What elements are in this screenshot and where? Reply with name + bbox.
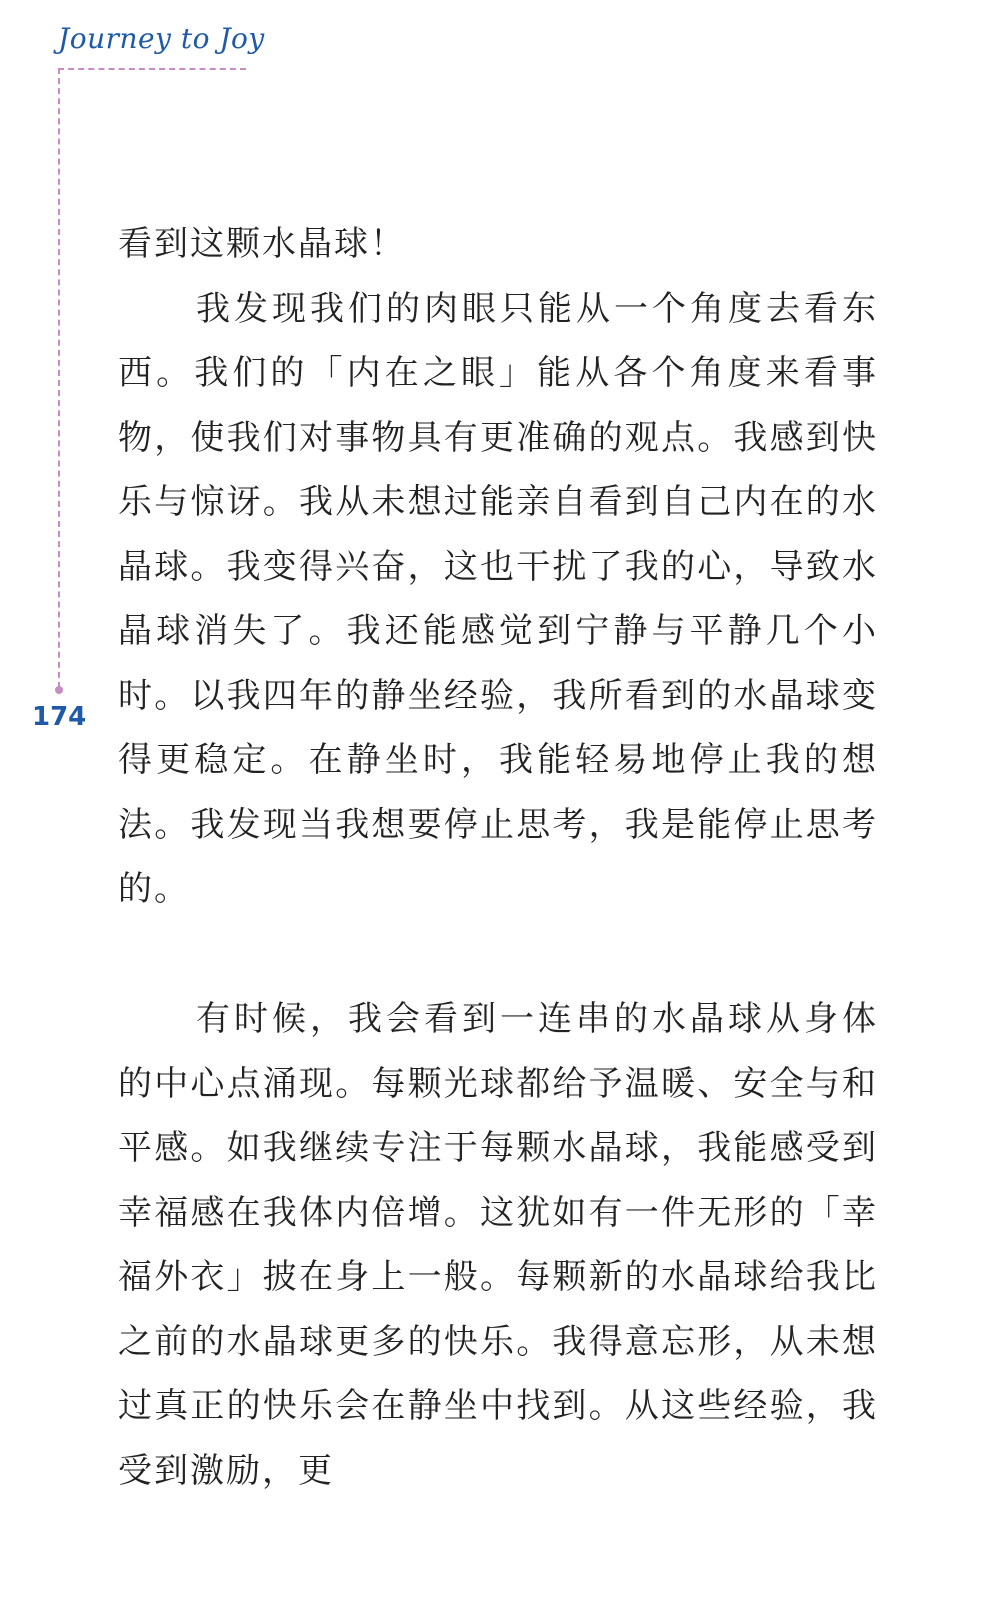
page-number: 174 [32, 702, 87, 732]
body-text-first-section [118, 212, 878, 922]
header-dashed-rule [58, 68, 246, 70]
rule-end-dot [55, 686, 63, 694]
paragraph: 有时候，我会看到一连串的水晶球从身体的中心点涌现。每颗光球都给予温暖、安全与和平感。如我继续专注于每颗水晶球，我能感受到幸福感在我体内倍增。这犹如有一件无形的「幸福外衣」披在身上一般。每颗新的水晶球给我比之前的水晶球更多的快乐。我得意忘形，从未想过真正的快乐会在静坐中找到。从这些经验，我受到激励，更 [118, 999, 878, 1491]
paragraph-continued: 看到这颗水晶球！ [118, 224, 406, 264]
running-header: Journey to Joy [58, 22, 265, 55]
margin-dashed-rule [58, 68, 60, 688]
paragraph: 我发现我们的肉眼只能从一个角度去看东西。我们的「内在之眼」能从各个角度来看事物，使我们对事物具有更准确的观点。我感到快乐与惊讶。我从未想过能亲自看到自己内在的水晶球。我变得兴奋，这也干扰了我的心，导致水晶球消失了。我还能感觉到宁静与平静几个小时。以我四年的静坐经验，我所看到的水晶球变得更稳定。在静坐时，我能轻易地停止我的想法。我发现当我想要停止思考，我是能停止思考的。 [118, 288, 878, 909]
body-text-second-section [118, 987, 878, 1503]
